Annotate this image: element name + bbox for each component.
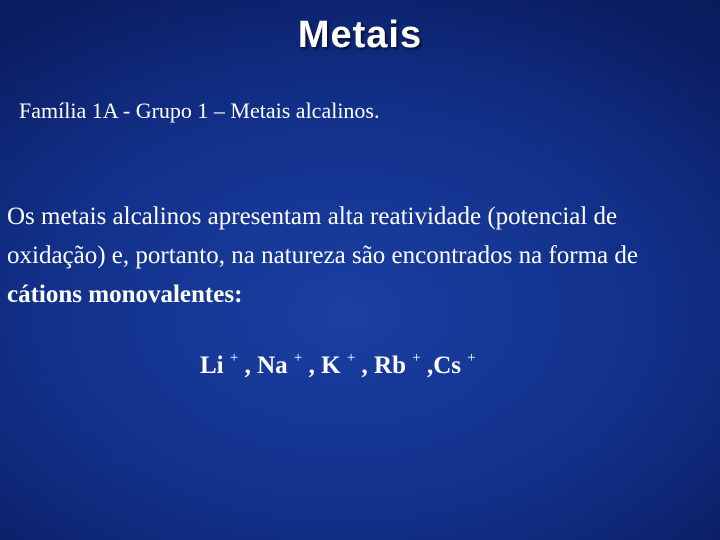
ion-charge: + (412, 349, 421, 366)
ion-separator: , (302, 352, 322, 379)
slide-subtitle: Família 1A - Grupo 1 – Metais alcalinos. (19, 98, 380, 123)
ion-item (321, 349, 375, 379)
ion-charge: + (346, 349, 356, 366)
ion-separator: , (238, 352, 258, 379)
ion-separator: , (355, 352, 375, 379)
ion-item (374, 349, 434, 379)
ion-symbol: Li (200, 352, 224, 379)
ion-charge: + (467, 349, 476, 366)
ion-separator: , (420, 352, 434, 379)
ion-item (200, 349, 258, 379)
ion-list (200, 349, 476, 380)
ion-symbol: Cs (433, 352, 462, 379)
ion-item (433, 349, 476, 379)
ion-item (257, 349, 322, 379)
body-paragraph (7, 197, 707, 314)
ion-symbol: K (321, 352, 341, 379)
ion-charge: + (293, 349, 303, 366)
ion-charge: + (229, 349, 239, 366)
paragraph-text: Os metais alcalinos apresentam alta reatividade (potencial de oxidação) e, portanto, na natureza são encontrados na forma de (7, 203, 638, 269)
ion-symbol: Rb (374, 352, 407, 379)
ion-symbol: Na (257, 352, 288, 379)
slide-title: Metais (297, 14, 423, 56)
paragraph-bold-text: cátions monovalentes: (7, 281, 243, 308)
